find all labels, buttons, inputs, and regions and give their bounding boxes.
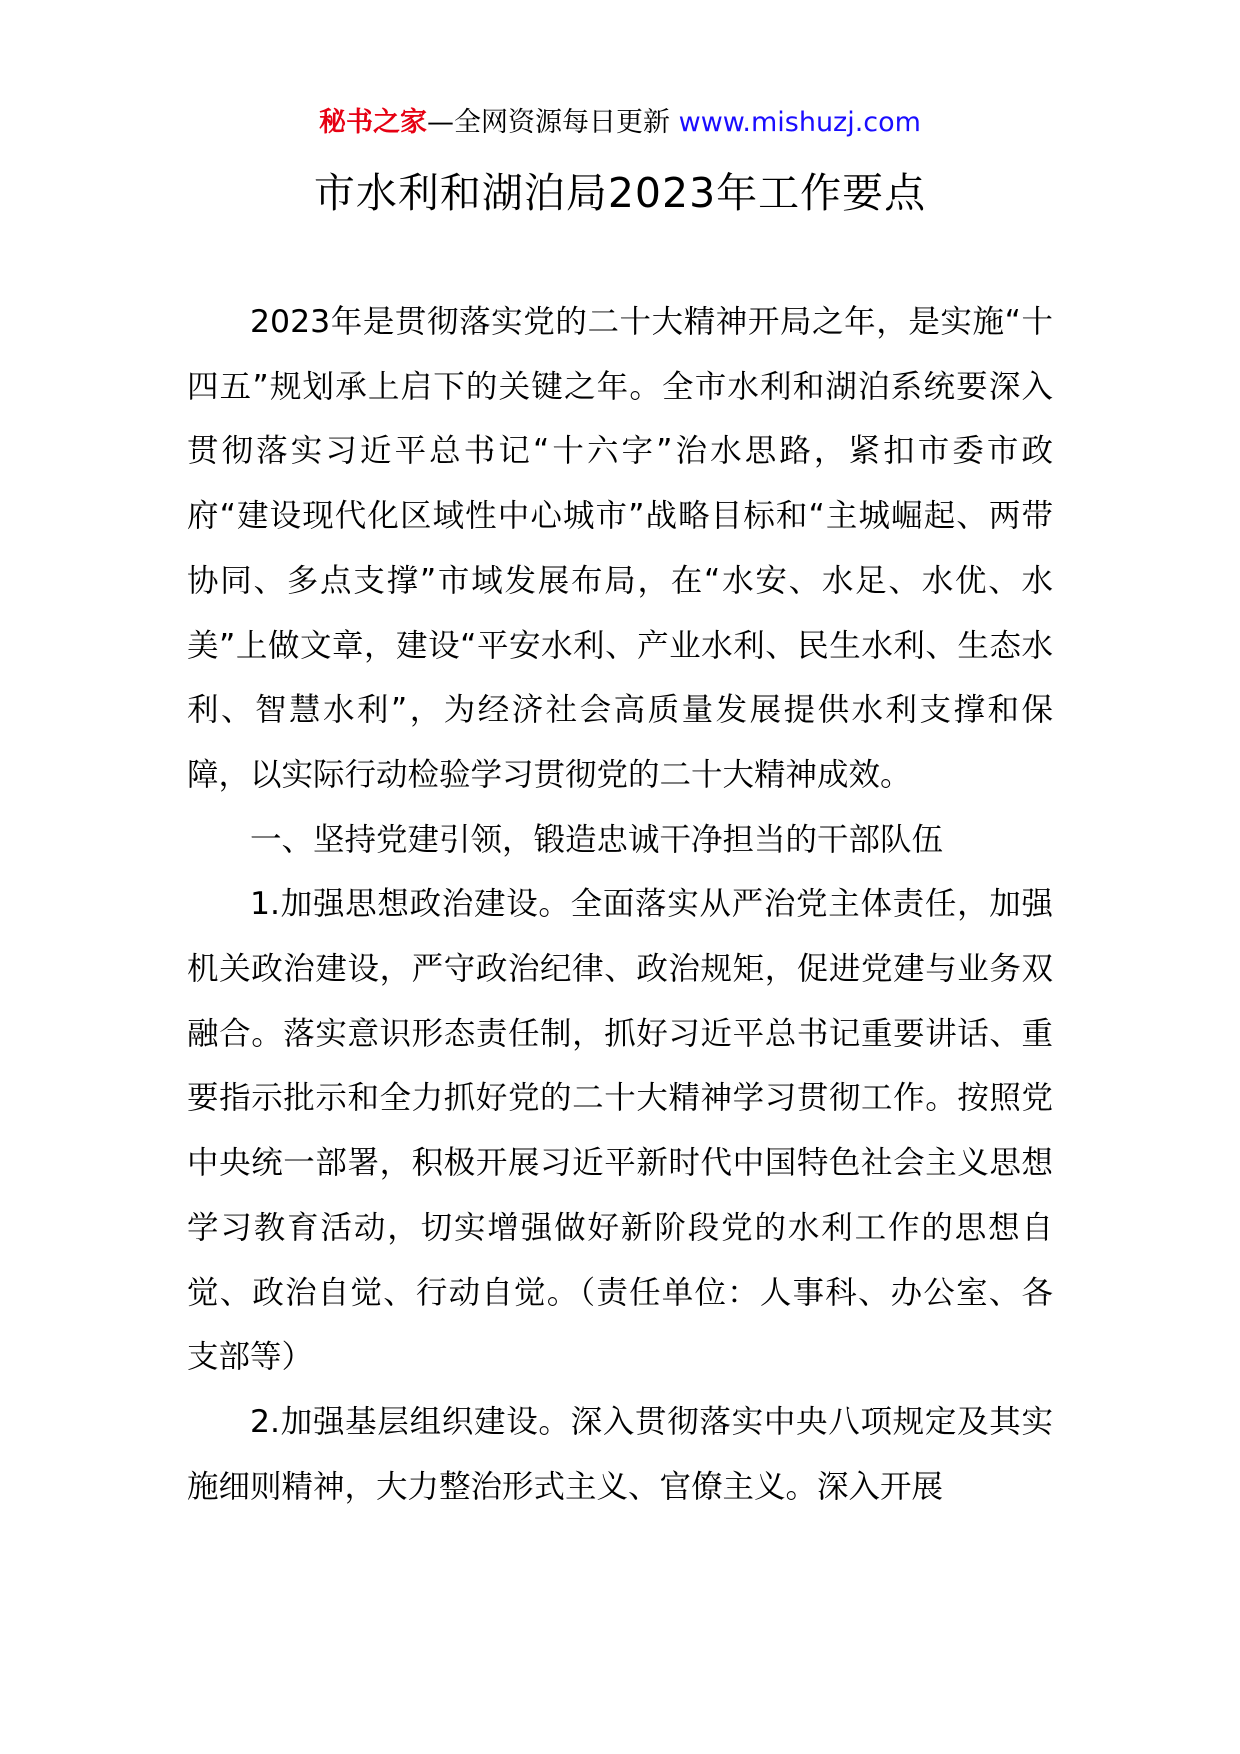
banner-brand: 秘书之家: [319, 107, 428, 138]
intro-paragraph: 2023年是贯彻落实党的二十大精神开局之年，是实施“十四五”规划承上启下的关键之年。全市水利和湖泊系统要深入贯彻落实习近平总书记“十六字”治水思路，紧扣市委市政府“建设现代化区域性中心城市”战略目标和“主城崛起、两带协同、多点支撑”市域发展布局，在“水安、水足、水优、水美”上做文章，建设“平安水利、产业水利、民生水利、生态水利、智慧水利”，为经济社会高质量发展提供水利支撑和保障，以实际行动检验学习贯彻党的二十大精神成效。: [187, 304, 1053, 793]
section-heading-1: 一、坚持党建引领，锻造忠诚干净担当的干部队伍: [250, 821, 944, 858]
document-body: [187, 290, 1053, 1519]
banner-url-link[interactable]: www.mishuzj.com: [678, 107, 921, 138]
document-title: 市水利和湖泊局2023年工作要点: [313, 169, 927, 217]
list-item-2: 2.加强基层组织建设。深入贯彻落实中央八项规定及其实施细则精神，大力整治形式主义、官僚主义。深入开展: [187, 1403, 1053, 1505]
banner-tagline: —全网资源每日更新: [427, 107, 679, 138]
site-banner: [0, 103, 1240, 143]
list-item-1: 1.加强思想政治建设。全面落实从严治党主体责任，加强机关政治建设，严守政治纪律、政治规矩，促进党建与业务双融合。落实意识形态责任制，抓好习近平总书记重要讲话、重要指示批示和全力抓好党的二十大精神学习贯彻工作。按照党中央统一部署，积极开展习近平新时代中国特色社会主义思想学习教育活动，切实增强做好新阶段党的水利工作的思想自觉、政治自觉、行动自觉。（责任单位：人事科、办公室、各支部等）: [187, 886, 1053, 1376]
